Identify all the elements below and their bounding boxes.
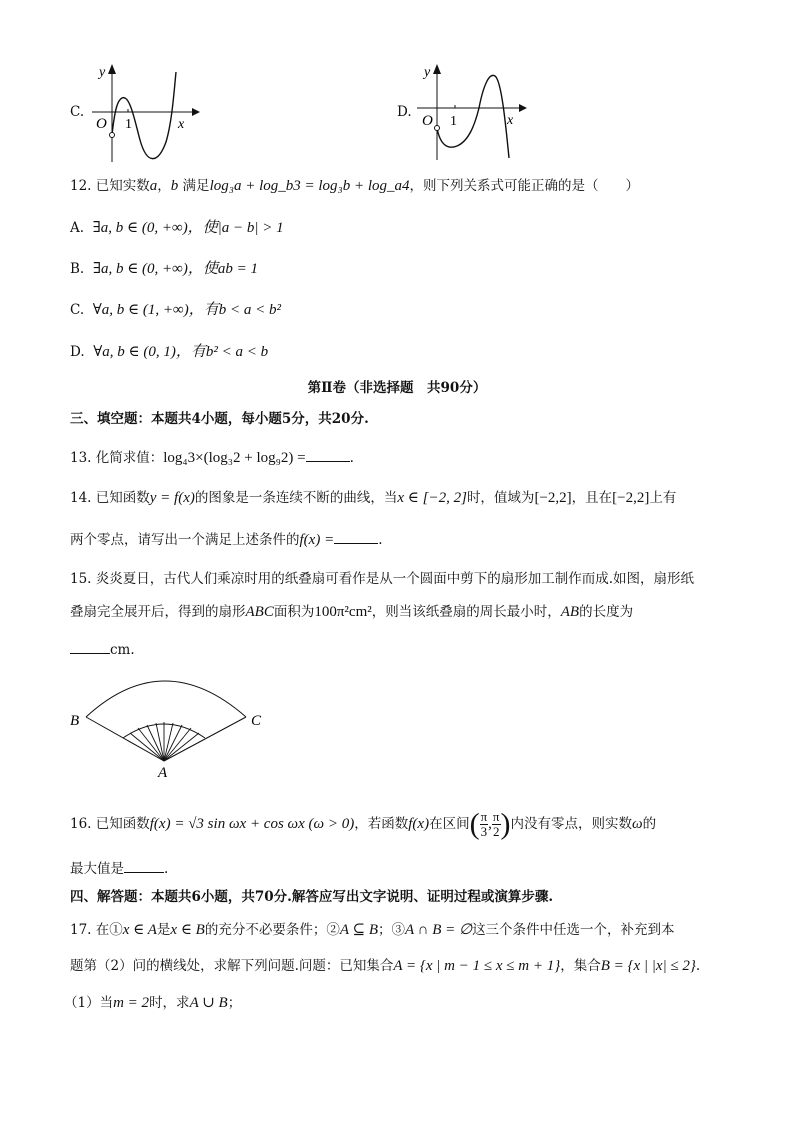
frac-pi-3: $\frac{\pi}{3}$: [480, 809, 488, 839]
section4-title: 四、解答题：本题共6小题，共70分.解答应写出文字说明、证明过程或演算步骤.: [70, 889, 554, 905]
q12-option-d[interactable]: D. ∀a, b ∈ (0, 1)，有b² < a < b: [70, 344, 269, 360]
origin-label: O: [422, 113, 433, 129]
curve-c: [112, 72, 176, 159]
y-intercept-dot: [110, 133, 115, 138]
x-label: x: [507, 113, 514, 128]
q12-option-b[interactable]: B. ∃a, b ∈ (0, +∞)，使ab = 1: [70, 261, 258, 277]
one-label: 1: [125, 117, 132, 132]
q13-formula: log₄3×(log₃2 + log₉2) =: [163, 450, 306, 466]
q12-option-a[interactable]: A. ∃a, b ∈ (0, +∞)，使|a − b| > 1: [70, 220, 284, 236]
q17-line2: 题第（2）问的横线处，求解下列问题.问题：已知集合A = {x | m − 1 ≤ x ≤ m + 1}，集合B = {x | |x| ≤ 2}.: [70, 958, 701, 974]
y-axis-arrow: [108, 64, 116, 74]
y-label: y: [99, 65, 106, 80]
fan-figure: [66, 665, 286, 780]
q14-line1: 14. 已知函数y = f(x)的图象是一条连续不断的曲线，当x ∈ [−2, 2]时，值域为[−2,2]，且在[−2,2]上有: [70, 490, 677, 506]
origin-label: O: [96, 116, 107, 132]
x-axis-arrow: [519, 104, 527, 112]
y-label: y: [424, 65, 431, 80]
q15-line3: cm.: [70, 639, 135, 660]
q13: 13. 化简求值：log₄3×(log₃2 + log₉2) = .: [70, 447, 354, 468]
q12-formula: log₃a + log_b3 = log₃b + log_a4: [209, 178, 410, 194]
q13-answer-blank[interactable]: [306, 447, 350, 462]
q17-line1: 17. 在①x ∈ A是x ∈ B的充分不必要条件；②A ⊆ B；③A ∩ B = ∅这三个条件中任选一个，补充到本: [70, 922, 675, 938]
y-axis-arrow: [433, 64, 441, 74]
x-axis-arrow: [192, 108, 200, 116]
x-label: x: [178, 117, 185, 132]
q15-answer-blank[interactable]: [70, 639, 110, 654]
part2-title: 第Ⅱ卷（非选择题 共90分）: [307, 380, 487, 396]
fan-label-a: A: [158, 765, 168, 780]
option-d-label: D.: [397, 104, 412, 120]
q14-answer-blank[interactable]: [334, 529, 378, 544]
fan-outer-arc: [86, 681, 246, 717]
fan-ribs: [130, 722, 199, 761]
fan-label-b: B: [70, 713, 80, 729]
graph-d-svg: [397, 62, 537, 167]
q15-line1: 15. 炎炎夏日，古代人们乘凉时用的纸叠扇可看作是从一个圆面中剪下的扇形加工制作而成.如图，扇形纸: [70, 571, 695, 587]
q15-line2: 叠扇完全展开后，得到的扇形ABC面积为100π²cm²，则当该纸叠扇的周长最小时，AB的长度为: [70, 604, 634, 620]
option-c-label: C.: [70, 104, 85, 120]
curve-d: [437, 75, 509, 158]
graph-c-svg: [70, 62, 200, 167]
q12-option-c[interactable]: C. ∀a, b ∈ (1, +∞)，有b < a < b²: [70, 302, 281, 318]
graph-option-c: [70, 62, 200, 167]
fan-edge-ab: [86, 717, 164, 761]
fan-label-c: C: [251, 713, 262, 729]
q14-line2: 两个零点，请写出一个满足上述条件的f(x) = .: [70, 529, 382, 550]
frac-pi-2: $\frac{\pi}{2}$: [492, 809, 500, 839]
q16-formula: f(x) = √3 sin ωx + cos ωx (ω > 0): [149, 816, 355, 832]
q12-stem: 12. 已知实数a，b 满足log₃a + log_b3 = log₃b + log_a4，则下列关系式可能正确的是（ ）: [70, 178, 640, 194]
graph-option-d: [397, 62, 537, 167]
q16-line2: 最大值是 .: [70, 858, 168, 879]
q17-sub1: （1）当m = 2时，求A ∪ B；: [64, 995, 242, 1011]
q16-line1: 16. 已知函数f(x) = √3 sin ωx + cos ωx (ω > 0)，若函数f(x)在区间( $\frac{\pi}{3}$ , $\frac{\pi}{2}$ )内没有零点，则实数ω的: [70, 807, 657, 841]
y-intercept-dot: [435, 126, 440, 131]
q16-answer-blank[interactable]: [124, 858, 164, 873]
section3-title: 三、填空题：本题共4小题，每小题5分，共20分.: [70, 411, 369, 427]
fan-edge-ac: [164, 717, 246, 761]
one-label: 1: [450, 114, 457, 129]
